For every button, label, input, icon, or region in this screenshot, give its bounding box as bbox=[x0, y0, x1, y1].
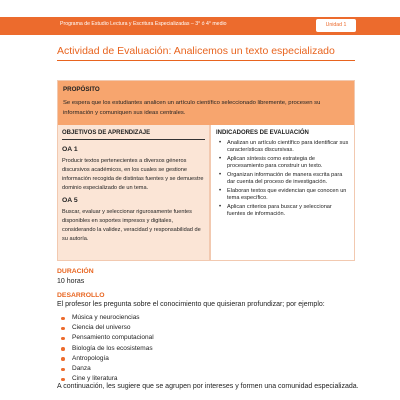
title-divider bbox=[57, 60, 355, 61]
list-item: Antropología bbox=[60, 354, 154, 364]
objetivos-panel bbox=[58, 125, 209, 260]
list-item: Cine y literatura bbox=[60, 374, 154, 384]
duracion-label: DURACIÓN bbox=[57, 268, 94, 275]
list-item: Música y neurociencias bbox=[60, 313, 154, 323]
proposito-label: PROPÓSITO bbox=[63, 86, 100, 93]
evaluation-box bbox=[57, 80, 355, 261]
header-bar bbox=[0, 17, 400, 35]
page-title: Actividad de Evaluación: Analicemos un texto especializado bbox=[57, 45, 335, 57]
duracion-value: 10 horas bbox=[57, 278, 85, 285]
list-item: • Analizan un artículo científico para identificar sus características discursivas. bbox=[217, 140, 351, 155]
list-item: Biología de los ecosistemas bbox=[60, 344, 154, 354]
oa-code: OA 5 bbox=[62, 197, 78, 204]
proposito-panel bbox=[58, 81, 354, 125]
indicadores-panel bbox=[211, 125, 354, 260]
oa-code: OA 1 bbox=[62, 146, 78, 153]
list-item: Pensamiento computacional bbox=[60, 333, 154, 343]
list-item: • Aplican criterios para buscar y seleccionar fuentes de información. bbox=[217, 204, 351, 219]
objetivos-heading: OBJETIVOS DE APRENDIZAJE bbox=[62, 130, 151, 136]
list-item: • Aplican síntesis como estrategia de procesamiento para construir un texto. bbox=[217, 156, 351, 171]
program-title: Programa de Estudio Lectura y Escritura Especializadas – 3° ó 4° medio bbox=[60, 21, 227, 27]
list-item: • Organizan información de manera escrita para dar cuenta del proceso de investigación. bbox=[217, 172, 351, 187]
proposito-text: Se espera que los estudiantes analicen un artículo científico seleccionado libremente, procesen su información y comuniquen sus ideas centrales. bbox=[63, 100, 321, 116]
indicadores-heading: INDICADORES DE EVALUACIÓN bbox=[216, 130, 309, 136]
desarrollo-label: DESARROLLO bbox=[57, 292, 105, 299]
list-item: Ciencia del universo bbox=[60, 323, 154, 333]
desarrollo-after: A continuación, les sugiere que se agrupen por intereses y formen una comunidad especializada. bbox=[57, 383, 359, 390]
list-item: • Elaboran textos que evidencian que conocen un tema específico. bbox=[217, 188, 351, 203]
oa-text: Buscar, evaluar y seleccionar rigurosamente fuentes disponibles en soportes impresos y digitales, considerando la validez, veracidad y responsabilidad de su autoría. bbox=[62, 209, 201, 242]
list-item: Danza bbox=[60, 364, 154, 374]
objetivos-heading-rule bbox=[62, 139, 205, 140]
oa-text: Producir textos pertenecientes a diversos géneros discursivos académicos, en los cuales se gestione información recogida de distintas fuentes y se demuestre dominio especializado de un tema. bbox=[62, 158, 204, 191]
desarrollo-intro: El profesor les pregunta sobre el conocimiento que quisieran profundizar; por ejemplo: bbox=[57, 301, 325, 308]
topics-list bbox=[60, 313, 154, 384]
indicadores-list bbox=[217, 140, 351, 220]
unit-badge: Unidad 1 bbox=[316, 19, 356, 32]
